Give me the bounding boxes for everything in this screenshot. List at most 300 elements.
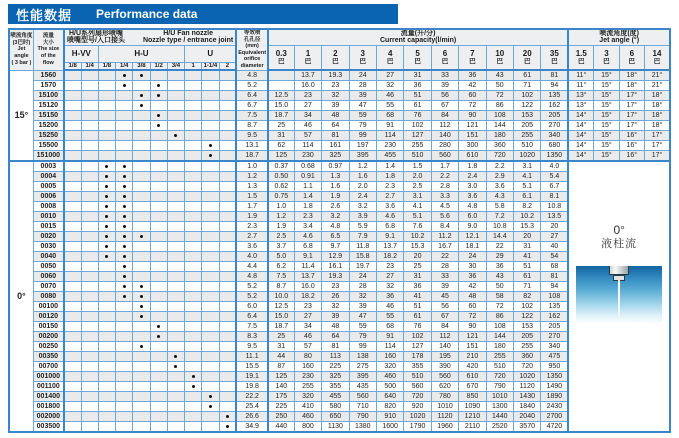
capacity-cell: 950 — [541, 362, 568, 372]
capacity-cell: 6.8 — [294, 242, 321, 252]
nozzle-dot-cell — [150, 322, 167, 332]
jet-angle-cell: 17° — [644, 141, 670, 151]
capacity-cell: 410 — [294, 402, 321, 412]
nozzle-dot-cell — [167, 322, 184, 332]
nozzle-dot-cell — [98, 302, 115, 312]
capacity-cell: 230 — [294, 372, 321, 382]
capacity-cell: 135 — [541, 302, 568, 312]
nozzle-dot-cell — [81, 352, 98, 362]
capacity-cell: 2.7 — [376, 192, 403, 202]
nozzle-dot-cell — [81, 282, 98, 292]
capacity-cell: 67 — [431, 312, 458, 322]
capacity-cell: 33 — [431, 70, 458, 81]
capacity-cell: 48 — [322, 322, 349, 332]
nozzle-dot-cell — [133, 292, 150, 302]
capacity-cell: 455 — [322, 392, 349, 402]
capacity-cell: 560 — [349, 392, 376, 402]
capacity-cell: 15.3 — [514, 222, 541, 232]
nozzle-dot-cell — [81, 81, 98, 91]
nozzle-dot-cell — [81, 422, 98, 433]
nozzle-dot-cell — [150, 272, 167, 282]
nozzle-dot-cell — [133, 222, 150, 232]
nozzle-dot-cell — [185, 121, 202, 131]
nozzle-dot-cell — [202, 101, 219, 111]
nozzle-dot-cell — [202, 192, 219, 202]
nozzle-available-dot — [157, 325, 160, 328]
table-row — [9, 81, 670, 91]
capacity-cell: 36 — [486, 262, 513, 272]
pressure-header-20bar: 20 巴 — [514, 45, 541, 70]
nozzle-available-dot — [123, 84, 126, 87]
nozzle-available-dot — [157, 114, 160, 117]
nozzle-dot-cell — [64, 412, 81, 422]
nozzle-dot-cell — [202, 412, 219, 422]
nozzle-dot-cell — [202, 372, 219, 382]
nozzle-dot-cell — [64, 292, 81, 302]
capacity-cell: 4.8 — [459, 202, 486, 212]
capacity-cell: 61 — [404, 101, 431, 111]
nozzle-dot-cell — [64, 422, 81, 433]
nozzle-available-dot — [157, 335, 160, 338]
orifice-diameter-cell: 4.0 — [236, 252, 267, 262]
capacity-cell: 2700 — [541, 412, 568, 422]
capacity-cell: 127 — [404, 342, 431, 352]
capacity-cell: 121 — [459, 332, 486, 342]
capacity-cell: 7.2 — [486, 212, 513, 222]
capacity-cell: 59 — [349, 111, 376, 121]
capacity-cell: 325 — [322, 151, 349, 162]
nozzle-dot-cell — [98, 342, 115, 352]
capacity-cell: 395 — [349, 372, 376, 382]
nozzle-dot-cell — [81, 101, 98, 111]
capacity-cell: 1.1 — [294, 182, 321, 192]
nozzle-dot-cell — [167, 282, 184, 292]
jet-angle-cell: 18° — [619, 70, 644, 81]
pressure-header-35bar: 35 巴 — [541, 45, 568, 70]
capacity-cell: 5.6 — [431, 212, 458, 222]
nozzle-dot-cell — [116, 372, 133, 382]
capacity-cell: 67 — [431, 101, 458, 111]
nozzle-available-dot — [105, 235, 108, 238]
nozzle-dot-cell — [81, 70, 98, 81]
nozzle-dot-cell — [185, 182, 202, 192]
capacity-cell: 26 — [322, 292, 349, 302]
capacity-cell: 68 — [376, 322, 403, 332]
capacity-cell: 9.0 — [459, 222, 486, 232]
orifice-diameter-cell: 1.3 — [236, 182, 267, 192]
capacity-cell: 4.8 — [322, 222, 349, 232]
nozzle-dot-cell — [167, 382, 184, 392]
nozzle-dot-cell — [133, 342, 150, 352]
capacity-cell: 138 — [349, 352, 376, 362]
nozzle-dot-cell — [202, 302, 219, 312]
orifice-diameter-cell: 19.1 — [236, 372, 267, 382]
capacity-cell: 2.5 — [404, 182, 431, 192]
nozzle-dot-cell — [98, 322, 115, 332]
capacity-cell: 12.5 — [268, 91, 294, 101]
capacity-cell: 28 — [349, 282, 376, 292]
pressure-header-6bar: 6 巴 — [431, 45, 458, 70]
nozzle-dot-cell — [202, 141, 219, 151]
capacity-cell: 610 — [459, 372, 486, 382]
nozzle-dot-cell — [219, 141, 236, 151]
nozzle-dot-cell — [116, 121, 133, 131]
nozzle-dot-cell — [219, 151, 236, 162]
capacity-cell: 3.7 — [268, 242, 294, 252]
capacity-cell: 1890 — [541, 392, 568, 402]
nozzle-dot-cell — [150, 302, 167, 312]
nozzle-dot-cell — [150, 141, 167, 151]
capacity-cell: 0.97 — [322, 161, 349, 172]
capacity-cell: 1.6 — [322, 182, 349, 192]
nozzle-dot-cell — [64, 272, 81, 282]
orifice-diameter-cell: 15.5 — [236, 362, 267, 372]
jet-angle-cell: 17° — [619, 101, 644, 111]
capacity-cell: 355 — [404, 362, 431, 372]
nozzle-dot-cell — [81, 151, 98, 162]
nozzle-available-dot — [123, 275, 126, 278]
capacity-cell: 31 — [268, 131, 294, 141]
nozzle-dot-cell — [98, 101, 115, 111]
flow-number-cell: 001000 — [33, 372, 63, 382]
flow-number-cell: 001400 — [33, 392, 63, 402]
capacity-cell: 8.4 — [431, 222, 458, 232]
capacity-cell: 250 — [268, 412, 294, 422]
nozzle-dot-cell — [64, 252, 81, 262]
nozzle-dot-cell — [116, 342, 133, 352]
capacity-cell: 2.8 — [431, 182, 458, 192]
nozzle-dot-cell — [202, 70, 219, 81]
nozzle-dot-cell — [81, 372, 98, 382]
nozzle-dot-cell — [81, 252, 98, 262]
nozzle-dot-cell — [133, 392, 150, 402]
capacity-cell: 39 — [322, 101, 349, 111]
nozzle-dot-cell — [98, 81, 115, 91]
nozzle-dot-cell — [98, 392, 115, 402]
capacity-cell: 16.0 — [294, 81, 321, 91]
capacity-cell: 33 — [431, 272, 458, 282]
nozzle-dot-cell — [167, 81, 184, 91]
flow-number-cell: 0003 — [33, 161, 63, 172]
capacity-cell: 0.91 — [294, 172, 321, 182]
nozzle-dot-cell — [133, 382, 150, 392]
capacity-cell: 2.3 — [294, 212, 321, 222]
nozzle-available-dot — [174, 134, 177, 137]
nozzle-dot-cell — [219, 212, 236, 222]
nozzle-dot-cell — [116, 232, 133, 242]
table-row — [9, 121, 670, 131]
capacity-cell: 820 — [376, 402, 403, 412]
capacity-cell: 13.7 — [376, 242, 403, 252]
capacity-cell: 475 — [541, 352, 568, 362]
nozzle-dot-cell — [133, 121, 150, 131]
nozzle-dot-cell — [116, 151, 133, 162]
nozzle-dot-cell — [98, 141, 115, 151]
nozzle-dot-cell — [202, 322, 219, 332]
nozzle-dot-cell — [116, 292, 133, 302]
nozzle-dot-cell — [219, 272, 236, 282]
capacity-cell: 255 — [404, 141, 431, 151]
capacity-cell: 30 — [459, 262, 486, 272]
capacity-cell: 720 — [404, 392, 431, 402]
capacity-cell: 56 — [431, 302, 458, 312]
capacity-cell: 140 — [268, 382, 294, 392]
capacity-cell: 60 — [459, 91, 486, 101]
jet-angle-cell: 18° — [644, 101, 670, 111]
orifice-diameter-cell: 34.9 — [236, 422, 267, 433]
capacity-cell: 6.7 — [541, 182, 568, 192]
capacity-cell: 46 — [376, 302, 403, 312]
capacity-cell: 13.5 — [541, 212, 568, 222]
capacity-cell: 54 — [541, 252, 568, 262]
nozzle-dot-cell — [185, 192, 202, 202]
orifice-diameter-cell: 5.2 — [236, 282, 267, 292]
nozzle-dot-cell — [167, 272, 184, 282]
header-subgroup-row — [9, 45, 670, 62]
capacity-cell: 1010 — [431, 402, 458, 412]
capacity-cell: 205 — [514, 332, 541, 342]
nozzle-dot-cell — [167, 172, 184, 182]
nozzle-available-dot — [105, 205, 108, 208]
capacity-cell: 5.1 — [404, 212, 431, 222]
capacity-cell: 4.6 — [294, 232, 321, 242]
capacity-cell: 800 — [294, 422, 321, 433]
capacity-cell: 1440 — [486, 412, 513, 422]
nozzle-dot-cell — [81, 222, 98, 232]
nozzle-dot-cell — [98, 262, 115, 272]
nozzle-dot-cell — [185, 141, 202, 151]
nozzle-dot-cell — [64, 342, 81, 352]
nozzle-dot-cell — [64, 192, 81, 202]
col-header-nozzle-group: H/U系列扇形喷嘴 喷嘴型号/入口接头 H/U Fan nozzle Nozzle type / entrance joint — [64, 29, 237, 45]
nozzle-dot-cell — [150, 352, 167, 362]
nozzle-dot-cell — [219, 412, 236, 422]
nozzle-dot-cell — [219, 131, 236, 141]
capacity-cell: 41 — [514, 252, 541, 262]
col-header-flow-size: 流量 大小 The size of the flow — [33, 29, 63, 70]
flow-number-cell: 15100 — [33, 91, 63, 101]
capacity-cell: 4.5 — [431, 202, 458, 212]
capacity-cell: 22 — [431, 252, 458, 262]
capacity-cell: 1.2 — [268, 212, 294, 222]
nozzle-dot-cell — [133, 322, 150, 332]
nozzle-available-dot — [209, 154, 212, 157]
capacity-cell: 355 — [322, 382, 349, 392]
nozzle-dot-cell — [98, 382, 115, 392]
capacity-cell: 13.7 — [294, 272, 321, 282]
capacity-cell: 620 — [431, 382, 458, 392]
nozzle-dot-cell — [116, 332, 133, 342]
nozzle-dot-cell — [185, 362, 202, 372]
flow-number-cell: 00700 — [33, 362, 63, 372]
capacity-cell: 48 — [322, 111, 349, 121]
nozzle-dot-cell — [150, 232, 167, 242]
nozzle-dot-cell — [202, 392, 219, 402]
flow-number-cell: 00250 — [33, 342, 63, 352]
jet-angle-cell: 15° — [594, 111, 619, 121]
nozzle-dot-cell — [185, 322, 202, 332]
nozzle-dot-cell — [150, 252, 167, 262]
nozzle-dot-cell — [167, 151, 184, 162]
nozzle-available-dot — [105, 215, 108, 218]
nozzle-dot-cell — [219, 342, 236, 352]
nozzle-dot-cell — [167, 70, 184, 81]
capacity-cell: 90 — [459, 322, 486, 332]
capacity-cell: 5.0 — [268, 252, 294, 262]
capacity-cell: 2.4 — [459, 172, 486, 182]
capacity-cell: 153 — [514, 111, 541, 121]
capacity-cell: 2520 — [486, 422, 513, 433]
capacity-cell: 0.75 — [268, 192, 294, 202]
capacity-cell: 114 — [294, 141, 321, 151]
capacity-cell: 580 — [322, 402, 349, 412]
nozzle-dot-cell — [167, 372, 184, 382]
flow-number-cell: 0060 — [33, 272, 63, 282]
capacity-cell: 125 — [268, 151, 294, 162]
nozzle-dot-cell — [167, 262, 184, 272]
nozzle-available-dot — [192, 385, 195, 388]
capacity-cell: 1.4 — [376, 161, 403, 172]
capacity-cell: 2.3 — [376, 182, 403, 192]
capacity-cell: 510 — [514, 141, 541, 151]
nozzle-dot-cell — [167, 342, 184, 352]
capacity-cell: 161 — [322, 141, 349, 151]
orifice-diameter-cell: 6.7 — [236, 101, 267, 111]
jet-angle-cell: 18° — [644, 111, 670, 121]
capacity-cell: 280 — [431, 141, 458, 151]
nozzle-dot-cell — [150, 372, 167, 382]
capacity-cell: 87 — [268, 362, 294, 372]
capacity-cell: 720 — [514, 362, 541, 372]
nozzle-available-dot — [140, 315, 143, 318]
capacity-cell: 24 — [349, 70, 376, 81]
nozzle-dot-cell — [202, 342, 219, 352]
nozzle-dot-cell — [150, 342, 167, 352]
flow-number-cell: 1560 — [33, 70, 63, 81]
capacity-cell: 460 — [376, 372, 403, 382]
flow-number-cell: 0006 — [33, 192, 63, 202]
capacity-cell: 1430 — [514, 392, 541, 402]
nozzle-dot-cell — [202, 161, 219, 172]
capacity-cell: 31 — [268, 342, 294, 352]
nozzle-dot-cell — [64, 172, 81, 182]
nozzle-dot-cell — [219, 172, 236, 182]
nozzle-dot-cell — [150, 202, 167, 212]
orifice-diameter-cell: 1.7 — [236, 202, 267, 212]
capacity-cell: 1020 — [404, 412, 431, 422]
capacity-cell: 160 — [376, 352, 403, 362]
capacity-cell: 11.4 — [294, 262, 321, 272]
flow-number-cell: 1570 — [33, 81, 63, 91]
nozzle-dot-cell — [219, 312, 236, 322]
nozzle-dot-cell — [219, 282, 236, 292]
nozzle-dot-cell — [116, 161, 133, 172]
capacity-cell: 16.0 — [294, 282, 321, 292]
table-row — [9, 70, 670, 81]
flow-number-cell: 15120 — [33, 101, 63, 111]
nozzle-dot-cell — [116, 111, 133, 121]
capacity-cell: 76 — [404, 322, 431, 332]
orifice-diameter-cell: 19.8 — [236, 382, 267, 392]
capacity-cell: 32 — [376, 81, 403, 91]
capacity-cell: 99 — [349, 131, 376, 141]
pressure-header-5bar: 5 巴 — [404, 45, 431, 70]
nozzle-dot-cell — [116, 262, 133, 272]
nozzle-available-dot — [105, 175, 108, 178]
nozzle-dot-cell — [81, 362, 98, 372]
jet-angle-cell: 15° — [594, 70, 619, 81]
capacity-cell: 10.2 — [404, 232, 431, 242]
nozzle-dot-cell — [150, 161, 167, 172]
nozzle-dot-cell — [64, 322, 81, 332]
capacity-cell: 36 — [459, 70, 486, 81]
nozzle-dot-cell — [98, 412, 115, 422]
nozzle-dot-cell — [98, 312, 115, 322]
capacity-cell: 122 — [514, 312, 541, 322]
jet-angle-cell: 14° — [568, 141, 593, 151]
table-row — [9, 131, 670, 141]
nozzle-dot-cell — [185, 70, 202, 81]
nozzle-dot-cell — [219, 302, 236, 312]
capacity-cell: 3.6 — [459, 192, 486, 202]
capacity-cell: 180 — [486, 342, 513, 352]
nozzle-available-dot — [140, 285, 143, 288]
capacity-cell: 114 — [376, 342, 403, 352]
jet-angle-cell: 15° — [594, 101, 619, 111]
capacity-cell: 27 — [294, 101, 321, 111]
capacity-cell: 23 — [376, 262, 403, 272]
jet-angle-cell: 15° — [594, 151, 619, 162]
capacity-cell: 23 — [294, 302, 321, 312]
nozzle-dot-cell — [98, 222, 115, 232]
capacity-cell: 3.3 — [431, 192, 458, 202]
nozzle-available-dot — [123, 165, 126, 168]
jet-angle-cell: 14° — [568, 151, 593, 162]
capacity-cell: 850 — [459, 392, 486, 402]
capacity-cell: 15.0 — [268, 101, 294, 111]
nozzle-dot-cell — [150, 282, 167, 292]
capacity-cell: 270 — [541, 332, 568, 342]
nozzle-dot-cell — [219, 382, 236, 392]
col-header-jet-angle-3bar: 喷流角度 (3巴时) Jet angle ( 3 bar ) — [9, 29, 33, 70]
capacity-cell: 44 — [268, 352, 294, 362]
capacity-cell: 20 — [541, 222, 568, 232]
capacity-cell: 5.1 — [514, 182, 541, 192]
nozzle-size-header: 1/8 — [64, 62, 81, 70]
capacity-cell: 1350 — [541, 372, 568, 382]
jet-angle-cell: 14° — [568, 131, 593, 141]
nozzle-dot-cell — [185, 81, 202, 91]
nozzle-dot-cell — [133, 362, 150, 372]
nozzle-dot-cell — [116, 402, 133, 412]
capacity-cell: 39 — [431, 81, 458, 91]
orifice-diameter-cell: 3.6 — [236, 242, 267, 252]
nozzle-dot-cell — [202, 91, 219, 101]
nozzle-dot-cell — [167, 292, 184, 302]
nozzle-dot-cell — [202, 282, 219, 292]
capacity-cell: 15.8 — [349, 252, 376, 262]
capacity-cell: 710 — [349, 402, 376, 412]
performance-data-table — [8, 28, 671, 433]
capacity-cell: 1020 — [514, 372, 541, 382]
jet-angle-cell: 15° — [594, 121, 619, 131]
nozzle-stream-photo — [576, 266, 662, 322]
capacity-cell: 24 — [349, 272, 376, 282]
capacity-cell: 32 — [322, 91, 349, 101]
capacity-cell: 560 — [431, 372, 458, 382]
nozzle-size-header: 1/2 — [150, 62, 167, 70]
capacity-cell: 1020 — [514, 151, 541, 162]
